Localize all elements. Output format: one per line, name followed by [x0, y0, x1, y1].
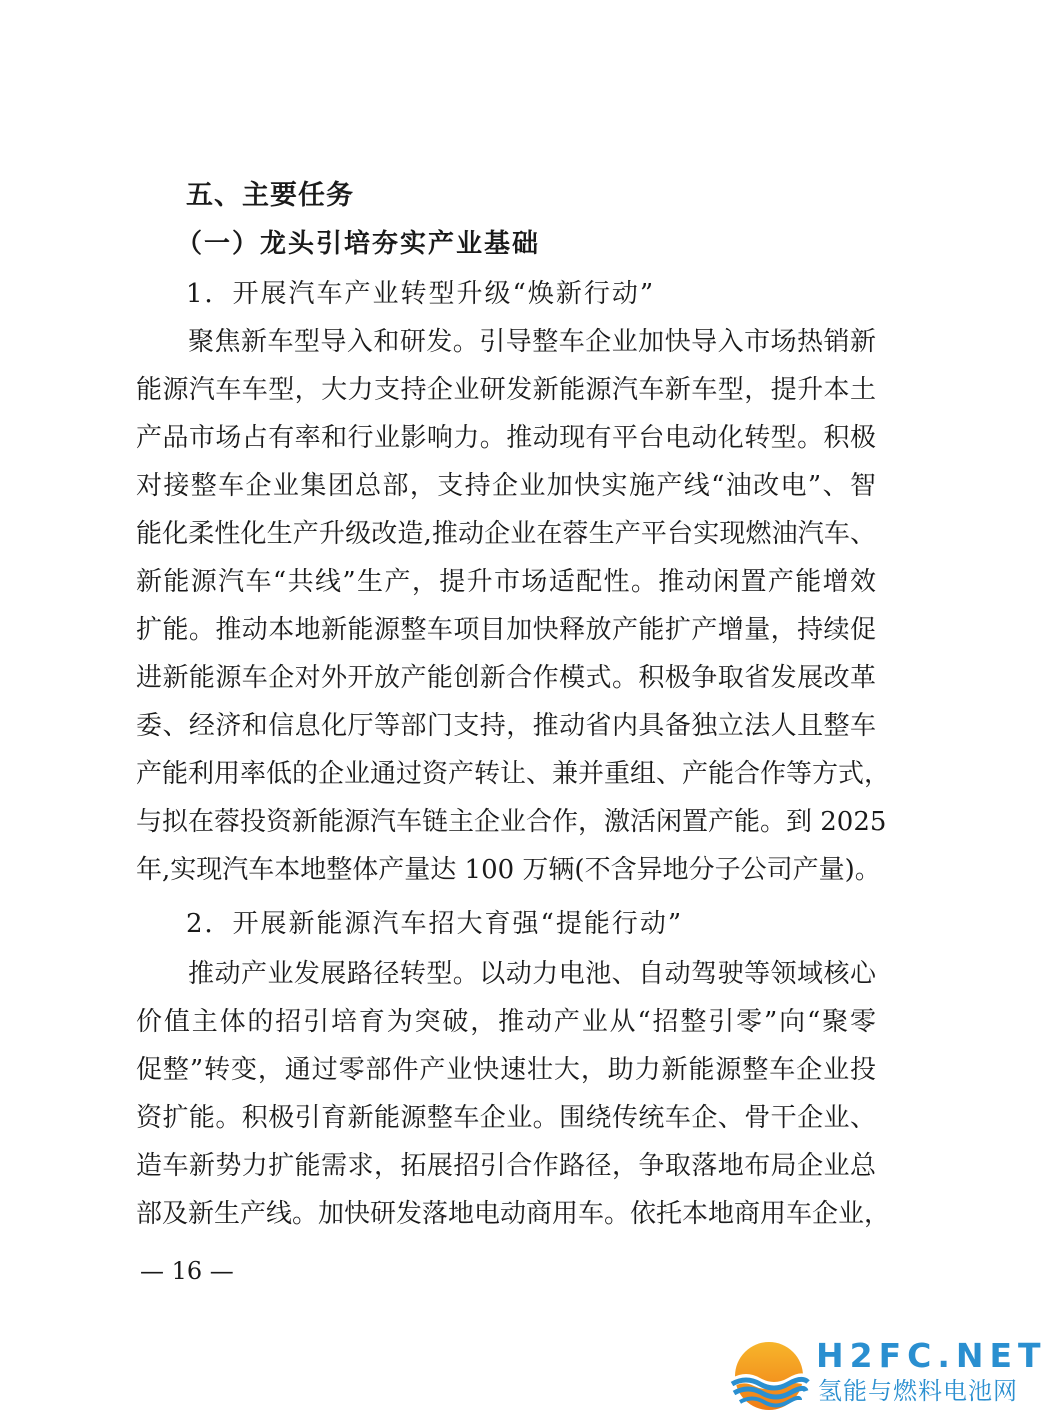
watermark-site: H2FC.NET — [816, 1336, 1047, 1375]
paragraph-1-line: 产能利用率低的企业通过资产转让、兼并重组、产能合作等方式， — [136, 759, 891, 789]
sun-waves-icon — [726, 1336, 812, 1410]
section-heading: 五、主要任务 — [186, 180, 354, 211]
watermark-site-name: 氢能与燃料电池网 — [818, 1377, 1018, 1405]
paragraph-2-line: 资扩能。积极引育新能源整车企业。围绕传统车企、骨干企业、 — [136, 1103, 876, 1133]
paragraph-1-line: 与拟在蓉投资新能源汽车链主企业合作，激活闲置产能。到 2025 — [136, 807, 887, 837]
subsection-heading: （一）龙头引培夯实产业基础 — [176, 229, 541, 259]
paragraph-1-line: 对接整车企业集团总部，支持企业加快实施产线“油改电”、智 — [136, 471, 876, 501]
watermark-logo — [726, 1336, 1047, 1410]
paragraph-2-line: 造车新势力扩能需求，拓展招引合作路径，争取落地布局企业总 — [136, 1151, 876, 1181]
paragraph-2-line: 推动产业发展路径转型。以动力电池、自动驾驶等领域核心 — [188, 959, 876, 989]
paragraph-1-line: 年,实现汽车本地整体产量达 100 万辆(不含异地分子公司产量)。 — [136, 855, 881, 885]
paragraph-2-line: 部及新生产线。加快研发落地电动商用车。依托本地商用车企业， — [136, 1199, 891, 1229]
item-heading-1: 1．开展汽车产业转型升级“焕新行动” — [186, 279, 656, 309]
paragraph-1-line: 聚焦新车型导入和研发。引导整车企业加快导入市场热销新 — [188, 327, 876, 357]
paragraph-1-line: 能化柔性化生产升级改造,推动企业在蓉生产平台实现燃油汽车、 — [136, 519, 876, 549]
page-number: — 16 — — [140, 1257, 234, 1285]
paragraph-2-line: 促整”转变，通过零部件产业快速壮大，助力新能源整车企业投 — [136, 1055, 876, 1085]
paragraph-1-line: 产品市场占有率和行业影响力。推动现有平台电动化转型。积极 — [136, 423, 876, 453]
paragraph-1-line: 进新能源车企对外开放产能创新合作模式。积极争取省发展改革 — [136, 663, 876, 693]
paragraph-1-line: 新能源汽车“共线”生产，提升市场适配性。推动闲置产能增效 — [136, 567, 876, 597]
paragraph-1-line: 能源汽车车型，大力支持企业研发新能源汽车新车型，提升本土 — [136, 375, 876, 405]
paragraph-1-line: 扩能。推动本地新能源整车项目加快释放产能扩产增量，持续促 — [136, 615, 876, 645]
item-heading-2: 2．开展新能源汽车招大育强“提能行动” — [186, 909, 684, 939]
paragraph-2-line: 价值主体的招引培育为突破，推动产业从“招整引零”向“聚零 — [136, 1007, 876, 1037]
paragraph-1-line: 委、经济和信息化厅等部门支持，推动省内具备独立法人且整车 — [136, 711, 876, 741]
